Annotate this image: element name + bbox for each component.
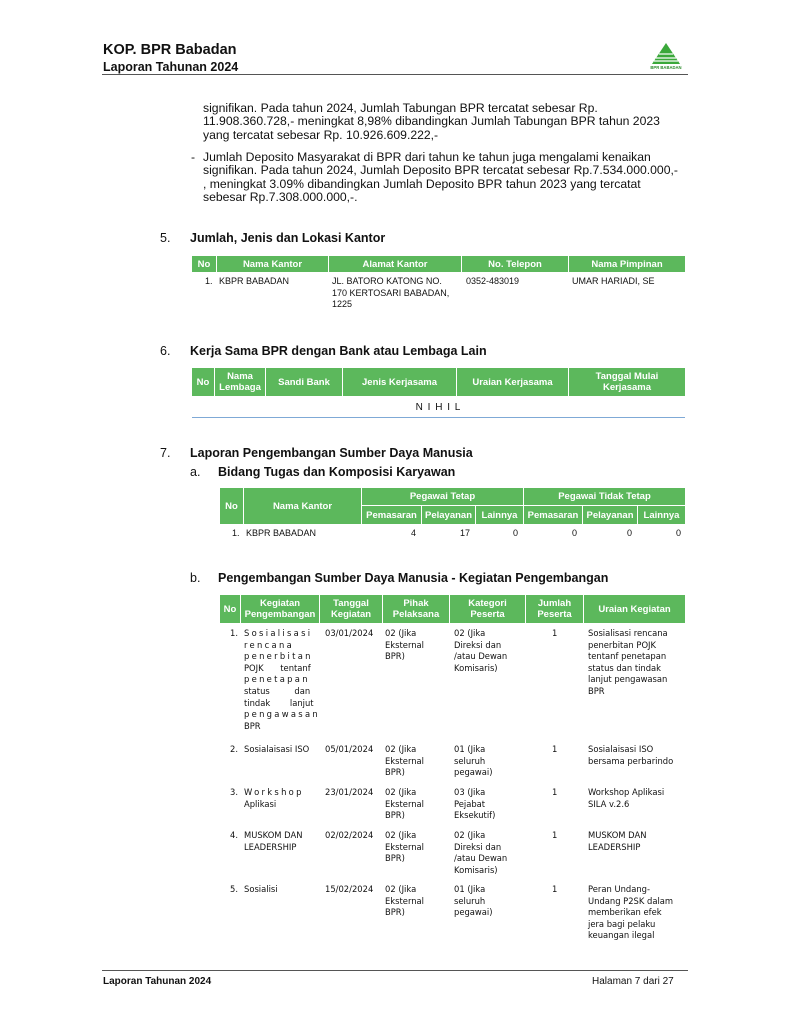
employee-row-no: 1. <box>232 528 240 538</box>
text-line: penerbitan <box>244 651 313 662</box>
row-tanggal: 03/01/2024 <box>325 628 374 638</box>
text-line: 02 (Jika <box>385 787 417 797</box>
col-header-sandi-bank: Sandi Bank <box>266 368 342 396</box>
text-line: pegawai) <box>454 767 493 778</box>
section-7-number: 7. <box>160 446 171 460</box>
footer-page-number: Halaman 7 dari 27 <box>592 976 674 987</box>
text-line: seluruh <box>454 895 486 906</box>
header-line: Kategori <box>468 598 507 609</box>
header-line: Kegiatan <box>259 598 301 609</box>
bpr-logo <box>650 42 682 72</box>
row-tanggal: 05/01/2024 <box>325 744 374 754</box>
text-line: Eksternal <box>385 755 425 766</box>
row-uraian <box>588 787 664 810</box>
text-line: Workshop <box>244 787 304 797</box>
text-line: Eksternal <box>385 798 425 809</box>
text-line: MUSKOM DAN <box>244 830 303 840</box>
text-line: signifikan. Pada tahun 2024, Jumlah Deposito BPR tercatat sebesar Rp.7.534.000.000,- <box>203 163 678 178</box>
row-uraian <box>588 884 673 942</box>
text-line: 02 (Jika <box>385 628 417 638</box>
col-header-no-telepon: No. Telepon <box>462 256 568 272</box>
text-line: , meningkat 3.09% dibandingkan Jumlah Deposito BPR tahun 2023 yang tercatat <box>203 176 641 191</box>
text-line: pegawai) <box>454 907 493 918</box>
row-tanggal: 15/02/2024 <box>325 884 374 894</box>
row-no: 3. <box>230 787 238 797</box>
col-header-lainnya-tetap: Lainnya <box>476 506 523 524</box>
text-line: BPR) <box>385 853 405 864</box>
row-jumlah: 1 <box>552 830 558 840</box>
col-header-pihak <box>383 595 449 623</box>
text-line: status dan tindak <box>588 662 662 673</box>
text-line: BPR) <box>385 767 405 778</box>
table-bottom-rule <box>192 417 685 418</box>
row-pihak <box>385 884 424 919</box>
text-line: Sosialaisasi ISO <box>244 744 310 754</box>
col-header-nama-kantor: Nama Kantor <box>217 256 328 272</box>
text-line: Aplikasi <box>244 798 277 809</box>
section-7-title: Laporan Pengembangan Sumber Daya Manusia <box>190 446 473 460</box>
header-line: Tanggal Mulai <box>595 371 659 382</box>
group-header-pegawai-tetap: Pegawai Tetap <box>362 488 523 505</box>
col-header-alamat-kantor: Alamat Kantor <box>329 256 461 272</box>
text-line: memberikan efek <box>588 907 662 918</box>
col-header-jumlah <box>526 595 583 623</box>
section-6-number: 6. <box>160 344 171 358</box>
row-kegiatan <box>244 830 302 853</box>
employee-value: 0 <box>571 528 577 538</box>
text-line: POJK tentanf <box>244 662 311 673</box>
row-uraian <box>588 628 668 698</box>
header-line: Pelaksana <box>392 609 440 620</box>
text-line: Komisaris) <box>454 662 498 673</box>
text-line: BPR <box>588 685 605 696</box>
text-line: jera bagi pelaku <box>588 918 656 929</box>
text-line: 11.908.360.728,- meningkat 8,98% dibandingkan Jumlah Tabungan BPR tahun 2023 <box>203 114 660 129</box>
row-kegiatan <box>244 628 320 732</box>
subsection-b-letter: b. <box>190 571 201 585</box>
row-tanggal: 23/01/2024 <box>325 787 374 797</box>
text-line: 02 (Jika <box>454 830 486 840</box>
header-line: Peserta <box>537 609 572 620</box>
row-uraian <box>588 744 673 767</box>
office-row-pimpinan: UMAR HARIADI, SE <box>572 276 655 286</box>
text-line: Komisaris) <box>454 864 498 875</box>
office-row-telepon: 0352-483019 <box>466 276 520 286</box>
text-line: Eksternal <box>385 895 425 906</box>
col-header-nama-pimpinan: Nama Pimpinan <box>569 256 685 272</box>
logo-text: BPR BABADAN <box>650 65 682 70</box>
col-header-uraian: Uraian Kegiatan <box>584 595 685 623</box>
row-jumlah: 1 <box>552 787 558 797</box>
row-kegiatan <box>244 744 309 756</box>
text-line: /atau Dewan <box>454 651 508 662</box>
header-line: Tanggal <box>333 598 369 609</box>
row-no: 5. <box>230 884 238 894</box>
row-kategori <box>454 830 507 876</box>
text-line: BPR) <box>385 810 405 821</box>
office-row-nama: KBPR BABADAN <box>219 276 290 286</box>
header-line: Pengembangan <box>244 609 316 620</box>
nihil-text: N I H I L <box>415 402 462 413</box>
section-5-title: Jumlah, Jenis dan Lokasi Kantor <box>190 231 386 245</box>
text-line: 02 (Jika <box>454 628 486 638</box>
row-kegiatan <box>244 884 278 896</box>
text-line: keuangan ilegal <box>588 930 655 941</box>
text-line: LEADERSHIP <box>588 841 641 852</box>
text-line: BPR <box>244 720 261 731</box>
row-tanggal: 02/02/2024 <box>325 830 374 840</box>
text-line: Eksternal <box>385 639 425 650</box>
office-row-no: 1. <box>205 276 213 286</box>
header-line: Kegiatan <box>330 609 372 620</box>
bullet-dash: - <box>191 150 196 164</box>
row-jumlah: 1 <box>552 744 558 754</box>
row-kategori <box>454 628 507 674</box>
row-kategori <box>454 744 493 779</box>
text-line: 01 (Jika <box>454 884 486 894</box>
header-line: Kerjasama <box>602 382 652 393</box>
section-6-title: Kerja Sama BPR dengan Bank atau Lembaga Lain <box>190 344 487 358</box>
paragraph-deposito <box>203 151 683 205</box>
text-line: Sosialisasi rencana <box>588 628 668 638</box>
header-divider <box>102 74 688 75</box>
address-line: 170 KERTOSARI BABADAN, <box>332 287 450 298</box>
text-line: pengawasan <box>244 709 321 720</box>
text-line: 02 (Jika <box>385 830 417 840</box>
header-line: Lembaga <box>219 382 261 393</box>
subsection-a-title: Bidang Tugas dan Komposisi Karyawan <box>218 465 456 479</box>
text-line: bersama perbarindo <box>588 755 674 766</box>
header-line: Pihak <box>403 598 429 609</box>
employee-value: 0 <box>512 528 518 538</box>
row-pihak <box>385 830 424 865</box>
col-header-no: No <box>220 595 240 623</box>
text-line: Sosialisasi <box>244 628 313 638</box>
text-line: sebesar Rp.7.308.000.000,-. <box>203 190 358 205</box>
text-line: Peran Undang- <box>588 884 650 894</box>
text-line: tindak lanjut <box>244 697 314 708</box>
row-kategori <box>454 787 495 822</box>
text-line: Direksi dan <box>454 841 502 852</box>
col-header-lainnya-tidak-tetap: Lainnya <box>638 506 685 524</box>
report-header-title: KOP. BPR Babadan <box>103 42 237 58</box>
text-line: /atau Dewan <box>454 853 508 864</box>
col-header-nama-lembaga <box>215 368 265 396</box>
text-line: signifikan. Pada tahun 2024, Jumlah Tabungan BPR tercatat sebesar Rp. <box>203 101 598 115</box>
text-line: BPR) <box>385 907 405 918</box>
col-header-pemasaran-tidak-tetap: Pemasaran <box>524 506 582 524</box>
col-header-tanggal-mulai <box>569 368 685 396</box>
col-header-pelayanan-tidak-tetap: Pelayanan <box>583 506 637 524</box>
employee-value: 0 <box>626 528 632 538</box>
text-line: 03 (Jika <box>454 787 486 797</box>
footer-divider <box>102 970 688 971</box>
text-line: yang tercatat sebesar Rp. 10.926.609.222,- <box>203 127 439 142</box>
subsection-a-letter: a. <box>190 465 201 479</box>
col-header-pelayanan-tetap: Pelayanan <box>422 506 475 524</box>
text-line: 02 (Jika <box>385 744 417 754</box>
text-line: 01 (Jika <box>454 744 486 754</box>
address-line: 1225 <box>332 299 353 310</box>
col-header-jenis-kerjasama: Jenis Kerjasama <box>343 368 456 396</box>
row-uraian <box>588 830 646 853</box>
footer-report-title: Laporan Tahunan 2024 <box>103 976 212 987</box>
row-jumlah: 1 <box>552 884 558 894</box>
paragraph-tabungan <box>203 102 683 142</box>
text-line: SILA v.2.6 <box>588 798 630 809</box>
col-header-no: No <box>220 488 243 524</box>
text-line: Undang P2SK dalam <box>588 895 674 906</box>
header-line: Peserta <box>470 609 505 620</box>
text-line: Eksternal <box>385 841 425 852</box>
text-line: LEADERSHIP <box>244 841 297 852</box>
text-line: BPR) <box>385 651 405 662</box>
row-kategori <box>454 884 493 919</box>
col-header-no: No <box>192 368 214 396</box>
employee-value: 17 <box>459 528 470 538</box>
row-jumlah: 1 <box>552 628 558 638</box>
report-header-subtitle: Laporan Tahunan 2024 <box>103 60 239 74</box>
text-line: Direksi dan <box>454 639 502 650</box>
text-line: tentanf penetapan <box>588 651 667 662</box>
address-line: JL. BATORO KATONG NO. <box>332 276 442 286</box>
col-header-kategori <box>450 595 525 623</box>
group-header-pegawai-tidak-tetap: Pegawai Tidak Tetap <box>524 488 685 505</box>
employee-value: 4 <box>410 528 416 538</box>
text-line: Eksekutif) <box>454 810 496 821</box>
col-header-nama-kantor: Nama Kantor <box>244 488 361 524</box>
employee-value: 0 <box>675 528 681 538</box>
text-line: 02 (Jika <box>385 884 417 894</box>
row-kegiatan <box>244 787 304 810</box>
text-line: Jumlah Deposito Masyarakat di BPR dari tahun ke tahun juga mengalami kenaikan <box>203 150 651 164</box>
text-line: MUSKOM DAN <box>588 830 647 840</box>
employee-row-nama: KBPR BABADAN <box>246 528 317 538</box>
text-line: penerbitan POJK <box>588 639 657 650</box>
section-5-number: 5. <box>160 231 171 245</box>
col-header-uraian-kerjasama: Uraian Kerjasama <box>457 368 568 396</box>
header-line: Nama <box>227 371 253 382</box>
text-line: seluruh <box>454 755 486 766</box>
text-line: lanjut pengawasan <box>588 674 668 685</box>
row-no: 1. <box>230 628 238 638</box>
row-pihak <box>385 744 424 779</box>
text-line: status dan <box>244 685 311 696</box>
text-line: rencana <box>244 639 294 650</box>
text-line: Pejabat <box>454 798 486 809</box>
header-line: Jumlah <box>537 598 572 609</box>
row-no: 2. <box>230 744 238 754</box>
row-pihak <box>385 787 424 822</box>
col-header-no: No <box>192 256 216 272</box>
text-line: penetapan <box>244 674 310 685</box>
col-header-kegiatan <box>241 595 319 623</box>
text-line: Workshop Aplikasi <box>588 787 665 797</box>
office-row-alamat <box>332 276 449 311</box>
col-header-pemasaran-tetap: Pemasaran <box>362 506 421 524</box>
subsection-b-title: Pengembangan Sumber Daya Manusia - Kegiatan Pengembangan <box>218 571 609 585</box>
row-pihak <box>385 628 424 663</box>
col-header-tanggal <box>320 595 382 623</box>
text-line: Sosialisi <box>244 884 278 894</box>
text-line: Sosialaisasi ISO <box>588 744 654 754</box>
row-no: 4. <box>230 830 238 840</box>
